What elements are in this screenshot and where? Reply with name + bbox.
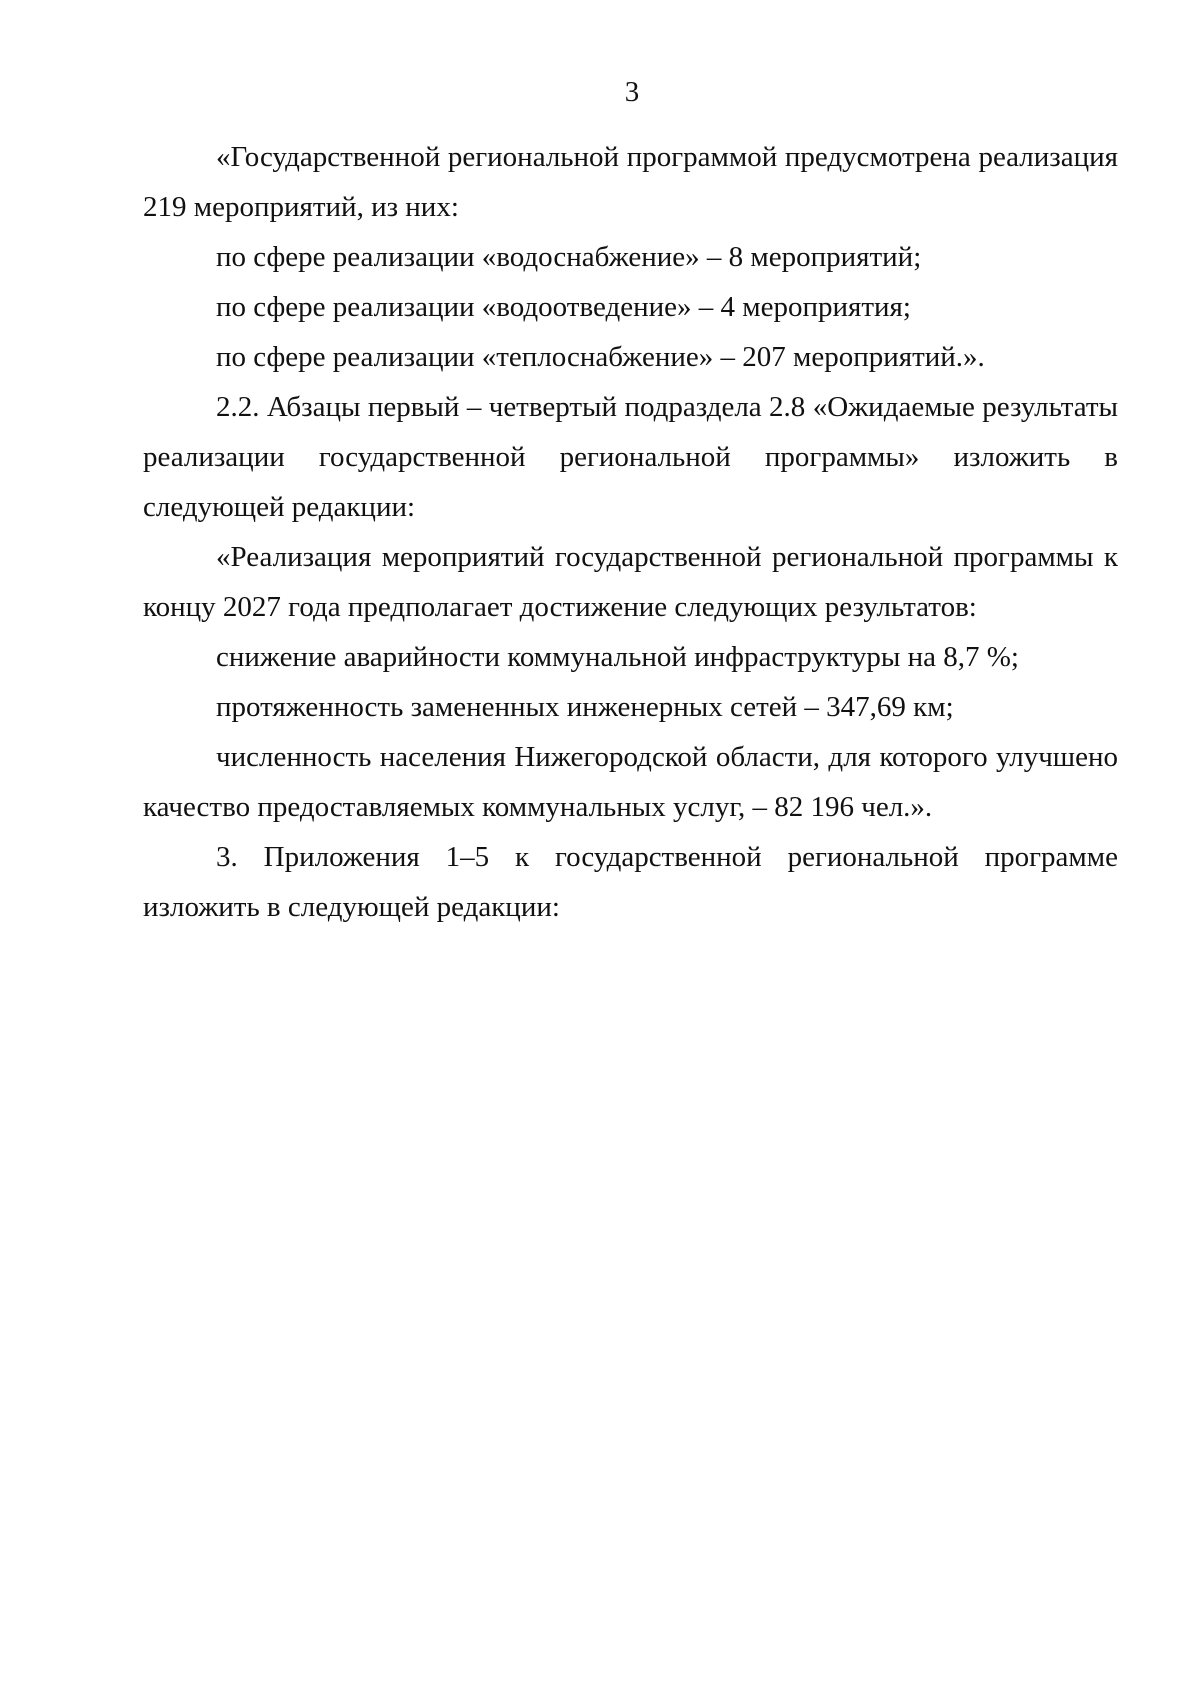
- paragraph-accident-reduction: снижение аварийности коммунальной инфраструктуры на 8,7 %;: [216, 641, 1019, 673]
- page-number: 3: [624, 76, 640, 108]
- paragraph-heat-supply: по сфере реализации «теплоснабжение» – 207 мероприятий.».: [216, 341, 985, 373]
- paragraph-section-2-2: 2.2. Абзацы первый – четвертый подраздела 2.8 «Ожидаемые результаты реализации государственной региональной программы» изложить в следующей редакции:: [143, 391, 1118, 523]
- document-body: [143, 132, 1118, 932]
- paragraph-water-disposal: по сфере реализации «водоотведение» – 4 мероприятия;: [216, 291, 911, 323]
- paragraph-expected-results-intro: «Реализация мероприятий государственной региональной программы к концу 2027 года предполагает достижение следующих результатов:: [143, 541, 1118, 623]
- paragraph-population-quality: численность населения Нижегородской области, для которого улучшено качество предоставляемых коммунальных услуг, – 82 196 чел.».: [143, 741, 1118, 823]
- paragraph-section-3: 3. Приложения 1–5 к государственной региональной программе изложить в следующей редакции:: [143, 841, 1118, 923]
- paragraph-program-measures-intro: «Государственной региональной программой предусмотрена реализация 219 мероприятий, из них:: [143, 141, 1118, 223]
- paragraph-water-supply: по сфере реализации «водоснабжение» – 8 мероприятий;: [216, 241, 922, 273]
- paragraph-network-length: протяженность замененных инженерных сетей – 347,69 км;: [216, 691, 954, 723]
